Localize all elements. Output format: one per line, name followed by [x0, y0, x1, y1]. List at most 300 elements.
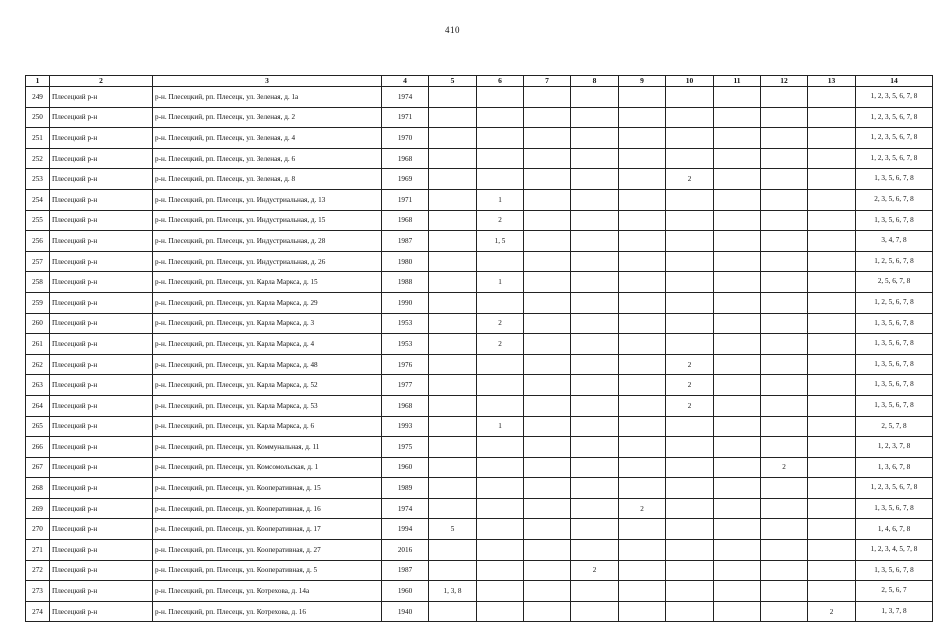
col-9-cell [619, 457, 666, 478]
col-6-cell [477, 395, 524, 416]
year-cell: 1974 [382, 498, 429, 519]
col-7-cell [524, 540, 571, 561]
district-cell: Плесецкий р-н [50, 416, 153, 437]
col-9-cell [619, 560, 666, 581]
col-13-cell [808, 416, 856, 437]
col-12-cell [761, 540, 808, 561]
col-8-cell [571, 540, 619, 561]
col-13-cell [808, 395, 856, 416]
col-8-cell [571, 210, 619, 231]
col-7-cell [524, 87, 571, 108]
col-9-cell [619, 189, 666, 210]
year-cell: 1970 [382, 128, 429, 149]
year-cell: 2016 [382, 540, 429, 561]
col-5-cell [429, 540, 477, 561]
row-number-cell: 262 [26, 354, 50, 375]
address-cell: р-н. Плесецкий, рп. Плесецк, ул. Карла Маркса, д. 3 [153, 313, 382, 334]
col-10-cell [666, 107, 714, 128]
col-11-cell [714, 272, 761, 293]
col-14-cell: 1, 3, 5, 6, 7, 8 [856, 375, 933, 396]
col-6-cell [477, 437, 524, 458]
address-cell: р-н. Плесецкий, рп. Плесецк, ул. Кооперативная, д. 5 [153, 560, 382, 581]
col-5-cell [429, 375, 477, 396]
col-14-cell: 2, 5, 6, 7 [856, 581, 933, 602]
district-cell: Плесецкий р-н [50, 292, 153, 313]
col-9-cell [619, 128, 666, 149]
col-7-cell [524, 169, 571, 190]
page-number: 410 [445, 25, 460, 35]
col-13-cell [808, 169, 856, 190]
col-11-cell [714, 334, 761, 355]
col-7-cell [524, 498, 571, 519]
col-11-cell [714, 210, 761, 231]
col-12-cell [761, 292, 808, 313]
col-13-cell [808, 292, 856, 313]
year-cell: 1989 [382, 478, 429, 499]
col-5-cell [429, 128, 477, 149]
col-9-cell [619, 107, 666, 128]
col-11-cell [714, 395, 761, 416]
column-header-8: 8 [571, 76, 619, 87]
district-cell: Плесецкий р-н [50, 87, 153, 108]
col-5-cell [429, 292, 477, 313]
col-13-cell [808, 148, 856, 169]
district-cell: Плесецкий р-н [50, 437, 153, 458]
col-13-cell [808, 540, 856, 561]
table-row [26, 87, 933, 108]
col-7-cell [524, 313, 571, 334]
col-14-cell: 1, 3, 6, 7, 8 [856, 457, 933, 478]
col-5-cell [429, 457, 477, 478]
col-12-cell [761, 148, 808, 169]
col-10-cell [666, 210, 714, 231]
table-row [26, 189, 933, 210]
col-13-cell [808, 128, 856, 149]
col-6-cell: 1, 5 [477, 231, 524, 252]
col-14-cell: 1, 2, 3, 5, 6, 7, 8 [856, 128, 933, 149]
col-10-cell: 2 [666, 375, 714, 396]
col-7-cell [524, 601, 571, 622]
col-8-cell [571, 87, 619, 108]
district-cell: Плесецкий р-н [50, 148, 153, 169]
col-9-cell [619, 334, 666, 355]
district-cell: Плесецкий р-н [50, 601, 153, 622]
address-cell: р-н. Плесецкий, рп. Плесецк, ул. Индустриальная, д. 15 [153, 210, 382, 231]
col-11-cell [714, 169, 761, 190]
col-11-cell [714, 375, 761, 396]
row-number-cell: 263 [26, 375, 50, 396]
district-cell: Плесецкий р-н [50, 395, 153, 416]
address-cell: р-н. Плесецкий, рп. Плесецк, ул. Карла Маркса, д. 15 [153, 272, 382, 293]
row-number-cell: 274 [26, 601, 50, 622]
col-12-cell [761, 334, 808, 355]
district-cell: Плесецкий р-н [50, 498, 153, 519]
year-cell: 1971 [382, 107, 429, 128]
col-6-cell: 1 [477, 416, 524, 437]
year-cell: 1968 [382, 395, 429, 416]
col-6-cell [477, 354, 524, 375]
col-7-cell [524, 354, 571, 375]
column-header-11: 11 [714, 76, 761, 87]
col-7-cell [524, 272, 571, 293]
col-10-cell [666, 148, 714, 169]
year-cell: 1994 [382, 519, 429, 540]
address-cell: р-н. Плесецкий, рп. Плесецк, ул. Зеленая, д. 2 [153, 107, 382, 128]
col-12-cell [761, 169, 808, 190]
col-13-cell [808, 581, 856, 602]
district-cell: Плесецкий р-н [50, 128, 153, 149]
table-row [26, 519, 933, 540]
col-13-cell: 2 [808, 601, 856, 622]
year-cell: 1953 [382, 334, 429, 355]
col-5-cell: 1, 3, 8 [429, 581, 477, 602]
col-9-cell: 2 [619, 498, 666, 519]
col-8-cell [571, 478, 619, 499]
column-header-6: 6 [477, 76, 524, 87]
row-number-cell: 259 [26, 292, 50, 313]
row-number-cell: 252 [26, 148, 50, 169]
col-7-cell [524, 581, 571, 602]
col-14-cell: 1, 2, 3, 7, 8 [856, 437, 933, 458]
address-cell: р-н. Плесецкий, рп. Плесецк, ул. Котрехова, д. 14а [153, 581, 382, 602]
col-12-cell [761, 478, 808, 499]
district-cell: Плесецкий р-н [50, 107, 153, 128]
col-11-cell [714, 519, 761, 540]
column-header-12: 12 [761, 76, 808, 87]
col-7-cell [524, 457, 571, 478]
col-14-cell: 1, 3, 5, 6, 7, 8 [856, 334, 933, 355]
address-cell: р-н. Плесецкий, рп. Плесецк, ул. Карла Маркса, д. 52 [153, 375, 382, 396]
col-10-cell [666, 87, 714, 108]
col-8-cell [571, 272, 619, 293]
year-cell: 1990 [382, 292, 429, 313]
col-14-cell: 1, 2, 3, 5, 6, 7, 8 [856, 478, 933, 499]
row-number-cell: 269 [26, 498, 50, 519]
year-cell: 1968 [382, 210, 429, 231]
col-10-cell [666, 437, 714, 458]
table-row [26, 231, 933, 252]
col-6-cell [477, 457, 524, 478]
col-6-cell: 2 [477, 210, 524, 231]
col-13-cell [808, 457, 856, 478]
col-5-cell [429, 395, 477, 416]
col-8-cell [571, 313, 619, 334]
address-cell: р-н. Плесецкий, рп. Плесецк, ул. Индустриальная, д. 26 [153, 251, 382, 272]
col-13-cell [808, 251, 856, 272]
col-8-cell [571, 334, 619, 355]
col-10-cell [666, 231, 714, 252]
address-cell: р-н. Плесецкий, рп. Плесецк, ул. Кооперативная, д. 27 [153, 540, 382, 561]
row-number-cell: 267 [26, 457, 50, 478]
district-cell: Плесецкий р-н [50, 210, 153, 231]
col-10-cell [666, 498, 714, 519]
table-row [26, 251, 933, 272]
table-row [26, 581, 933, 602]
col-6-cell [477, 148, 524, 169]
column-header-13: 13 [808, 76, 856, 87]
col-6-cell [477, 581, 524, 602]
address-cell: р-н. Плесецкий, рп. Плесецк, ул. Карла Маркса, д. 29 [153, 292, 382, 313]
col-7-cell [524, 375, 571, 396]
column-header-10: 10 [666, 76, 714, 87]
col-11-cell [714, 107, 761, 128]
col-7-cell [524, 395, 571, 416]
column-header-14: 14 [856, 76, 933, 87]
col-7-cell [524, 251, 571, 272]
district-cell: Плесецкий р-н [50, 231, 153, 252]
col-9-cell [619, 292, 666, 313]
address-cell: р-н. Плесецкий, рп. Плесецк, ул. Котрехова, д. 16 [153, 601, 382, 622]
row-number-cell: 268 [26, 478, 50, 499]
col-8-cell [571, 498, 619, 519]
col-10-cell [666, 560, 714, 581]
col-7-cell [524, 148, 571, 169]
col-12-cell [761, 313, 808, 334]
col-6-cell [477, 601, 524, 622]
col-10-cell [666, 189, 714, 210]
col-9-cell [619, 148, 666, 169]
col-10-cell [666, 601, 714, 622]
col-8-cell [571, 437, 619, 458]
col-14-cell: 1, 3, 5, 6, 7, 8 [856, 560, 933, 581]
district-cell: Плесецкий р-н [50, 169, 153, 190]
address-cell: р-н. Плесецкий, рп. Плесецк, ул. Зеленая, д. 4 [153, 128, 382, 149]
col-13-cell [808, 313, 856, 334]
column-header-9: 9 [619, 76, 666, 87]
col-5-cell [429, 231, 477, 252]
col-6-cell [477, 292, 524, 313]
col-13-cell [808, 560, 856, 581]
year-cell: 1974 [382, 87, 429, 108]
col-7-cell [524, 416, 571, 437]
col-11-cell [714, 87, 761, 108]
table-row [26, 601, 933, 622]
col-9-cell [619, 540, 666, 561]
col-14-cell: 1, 2, 3, 5, 6, 7, 8 [856, 148, 933, 169]
row-number-cell: 270 [26, 519, 50, 540]
table-row [26, 560, 933, 581]
col-5-cell [429, 478, 477, 499]
row-number-cell: 256 [26, 231, 50, 252]
col-11-cell [714, 128, 761, 149]
col-7-cell [524, 231, 571, 252]
col-7-cell [524, 292, 571, 313]
address-cell: р-н. Плесецкий, рп. Плесецк, ул. Индустриальная, д. 13 [153, 189, 382, 210]
year-cell: 1960 [382, 581, 429, 602]
row-number-cell: 254 [26, 189, 50, 210]
district-cell: Плесецкий р-н [50, 581, 153, 602]
column-header-5: 5 [429, 76, 477, 87]
col-12-cell [761, 375, 808, 396]
col-12-cell [761, 210, 808, 231]
col-9-cell [619, 313, 666, 334]
table-row [26, 210, 933, 231]
col-7-cell [524, 128, 571, 149]
table-row [26, 334, 933, 355]
col-12-cell [761, 231, 808, 252]
housing-registry-table [25, 75, 933, 622]
col-10-cell [666, 292, 714, 313]
col-13-cell [808, 519, 856, 540]
table-row [26, 148, 933, 169]
col-13-cell [808, 437, 856, 458]
col-6-cell: 1 [477, 189, 524, 210]
col-7-cell [524, 210, 571, 231]
district-cell: Плесецкий р-н [50, 540, 153, 561]
col-7-cell [524, 519, 571, 540]
col-6-cell [477, 128, 524, 149]
column-header-1: 1 [26, 76, 50, 87]
year-cell: 1975 [382, 437, 429, 458]
table-row [26, 292, 933, 313]
table-row [26, 107, 933, 128]
col-8-cell [571, 457, 619, 478]
table-body [26, 87, 933, 622]
col-5-cell [429, 354, 477, 375]
col-5-cell [429, 498, 477, 519]
col-5-cell [429, 416, 477, 437]
col-11-cell [714, 437, 761, 458]
row-number-cell: 273 [26, 581, 50, 602]
col-8-cell [571, 231, 619, 252]
col-14-cell: 1, 2, 5, 6, 7, 8 [856, 251, 933, 272]
col-5-cell [429, 272, 477, 293]
address-cell: р-н. Плесецкий, рп. Плесецк, ул. Индустриальная, д. 28 [153, 231, 382, 252]
col-12-cell [761, 395, 808, 416]
district-cell: Плесецкий р-н [50, 457, 153, 478]
col-13-cell [808, 478, 856, 499]
col-9-cell [619, 169, 666, 190]
column-header-3: 3 [153, 76, 382, 87]
col-9-cell [619, 519, 666, 540]
district-cell: Плесецкий р-н [50, 354, 153, 375]
col-10-cell [666, 251, 714, 272]
col-12-cell [761, 354, 808, 375]
col-12-cell [761, 189, 808, 210]
col-14-cell: 2, 5, 6, 7, 8 [856, 272, 933, 293]
col-5-cell [429, 601, 477, 622]
col-7-cell [524, 437, 571, 458]
table-row [26, 478, 933, 499]
row-number-cell: 264 [26, 395, 50, 416]
col-14-cell: 1, 3, 5, 6, 7, 8 [856, 313, 933, 334]
column-header-2: 2 [50, 76, 153, 87]
table-row [26, 354, 933, 375]
col-6-cell [477, 107, 524, 128]
year-cell: 1968 [382, 148, 429, 169]
year-cell: 1971 [382, 189, 429, 210]
col-8-cell [571, 354, 619, 375]
col-14-cell: 1, 3, 5, 6, 7, 8 [856, 498, 933, 519]
col-13-cell [808, 375, 856, 396]
col-6-cell [477, 498, 524, 519]
year-cell: 1987 [382, 231, 429, 252]
row-number-cell: 271 [26, 540, 50, 561]
col-14-cell: 1, 2, 3, 5, 6, 7, 8 [856, 107, 933, 128]
col-7-cell [524, 107, 571, 128]
col-13-cell [808, 87, 856, 108]
col-12-cell [761, 128, 808, 149]
table-row [26, 169, 933, 190]
col-14-cell: 1, 3, 5, 6, 7, 8 [856, 354, 933, 375]
table-row [26, 395, 933, 416]
year-cell: 1960 [382, 457, 429, 478]
col-6-cell [477, 251, 524, 272]
col-7-cell [524, 189, 571, 210]
col-13-cell [808, 107, 856, 128]
col-10-cell [666, 457, 714, 478]
col-10-cell: 2 [666, 354, 714, 375]
col-11-cell [714, 498, 761, 519]
col-5-cell [429, 334, 477, 355]
col-9-cell [619, 581, 666, 602]
col-9-cell [619, 478, 666, 499]
col-12-cell [761, 272, 808, 293]
col-5-cell [429, 169, 477, 190]
col-12-cell [761, 560, 808, 581]
col-14-cell: 1, 3, 5, 6, 7, 8 [856, 210, 933, 231]
address-cell: р-н. Плесецкий, рп. Плесецк, ул. Кооперативная, д. 17 [153, 519, 382, 540]
col-5-cell [429, 189, 477, 210]
col-10-cell [666, 478, 714, 499]
col-12-cell [761, 437, 808, 458]
col-8-cell [571, 107, 619, 128]
col-9-cell [619, 416, 666, 437]
table-row [26, 375, 933, 396]
col-11-cell [714, 231, 761, 252]
col-7-cell [524, 478, 571, 499]
row-number-cell: 258 [26, 272, 50, 293]
year-cell: 1953 [382, 313, 429, 334]
col-8-cell [571, 189, 619, 210]
address-cell: р-н. Плесецкий, рп. Плесецк, ул. Карла Маркса, д. 53 [153, 395, 382, 416]
district-cell: Плесецкий р-н [50, 560, 153, 581]
address-cell: р-н. Плесецкий, рп. Плесецк, ул. Карла Маркса, д. 4 [153, 334, 382, 355]
col-5-cell [429, 251, 477, 272]
col-5-cell: 5 [429, 519, 477, 540]
col-9-cell [619, 395, 666, 416]
col-12-cell [761, 519, 808, 540]
col-10-cell [666, 416, 714, 437]
col-10-cell: 2 [666, 395, 714, 416]
col-8-cell [571, 128, 619, 149]
table-row [26, 498, 933, 519]
col-8-cell [571, 169, 619, 190]
col-11-cell [714, 581, 761, 602]
col-11-cell [714, 540, 761, 561]
col-6-cell: 2 [477, 334, 524, 355]
col-8-cell [571, 519, 619, 540]
row-number-cell: 260 [26, 313, 50, 334]
col-11-cell [714, 457, 761, 478]
col-10-cell [666, 581, 714, 602]
address-cell: р-н. Плесецкий, рп. Плесецк, ул. Кооперативная, д. 15 [153, 478, 382, 499]
row-number-cell: 251 [26, 128, 50, 149]
col-5-cell [429, 437, 477, 458]
col-12-cell [761, 416, 808, 437]
district-cell: Плесецкий р-н [50, 251, 153, 272]
row-number-cell: 265 [26, 416, 50, 437]
year-cell: 1988 [382, 272, 429, 293]
col-5-cell [429, 313, 477, 334]
district-cell: Плесецкий р-н [50, 334, 153, 355]
col-5-cell [429, 560, 477, 581]
col-6-cell: 2 [477, 313, 524, 334]
col-10-cell [666, 519, 714, 540]
table-row [26, 313, 933, 334]
col-9-cell [619, 272, 666, 293]
col-11-cell [714, 189, 761, 210]
